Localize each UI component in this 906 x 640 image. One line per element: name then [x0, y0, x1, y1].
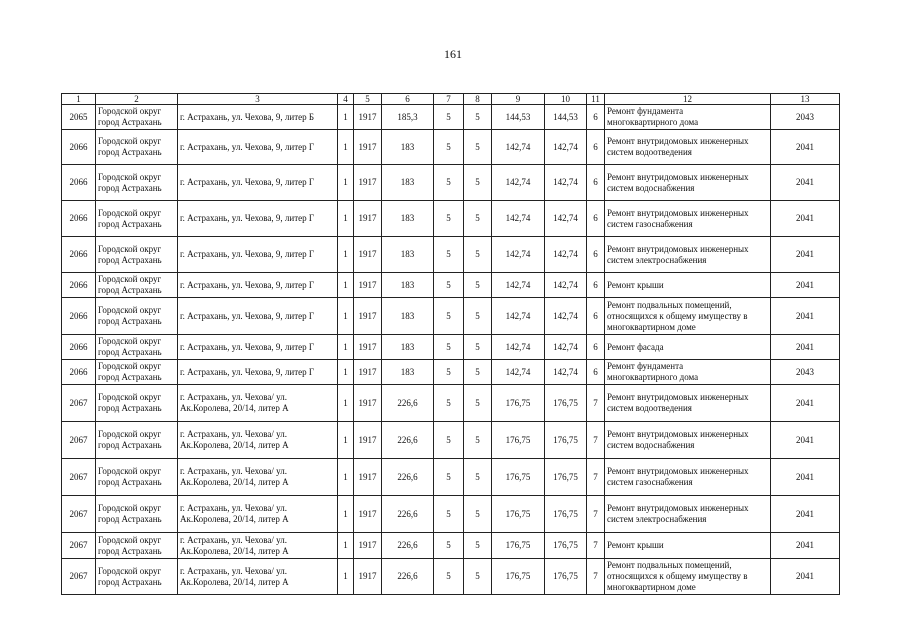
cell-planned-year: 2041	[771, 201, 840, 237]
cell-col7: 5	[434, 165, 464, 201]
column-header: 3	[178, 94, 338, 105]
cell-col11: 6	[587, 165, 605, 201]
cell-work-type: Ремонт внутридомовых инженерных систем водоотведения	[605, 130, 771, 165]
cell-col11: 7	[587, 459, 605, 496]
cell-col11: 7	[587, 496, 605, 533]
cell-col10: 142,74	[545, 237, 587, 273]
cell-municipality: Городской округ город Астрахань	[96, 237, 178, 273]
cell-col10: 142,74	[545, 360, 587, 385]
cell-col9: 176,75	[492, 459, 545, 496]
column-header: 7	[434, 94, 464, 105]
cell-work-type: Ремонт подвальных помещений, относящихся к общему имуществу в многоквартирном доме	[605, 298, 771, 335]
cell-total-area: 183	[382, 298, 434, 335]
cell-col8: 5	[464, 533, 492, 559]
page-number: 161	[444, 47, 462, 61]
table-row	[62, 237, 840, 273]
cell-municipality: Городской округ город Астрахань	[96, 105, 178, 130]
cell-col8: 5	[464, 385, 492, 422]
cell-col8: 5	[464, 335, 492, 360]
cell-col10: 176,75	[545, 422, 587, 459]
cell-col7: 5	[434, 130, 464, 165]
cell-col8: 5	[464, 360, 492, 385]
table-row	[62, 559, 840, 595]
cell-year-built: 1917	[354, 559, 382, 595]
cell-address: г. Астрахань, ул. Чехова, 9, литер Г	[178, 237, 338, 273]
cell-col10: 142,74	[545, 273, 587, 298]
cell-total-area: 183	[382, 237, 434, 273]
cell-address: г. Астрахань, ул. Чехова/ ул. Ак.Королева, 20/14, литер А	[178, 459, 338, 496]
cell-record-number: 2067	[62, 559, 96, 595]
cell-total-area: 183	[382, 360, 434, 385]
cell-col11: 6	[587, 237, 605, 273]
cell-municipality: Городской округ город Астрахань	[96, 533, 178, 559]
cell-address: г. Астрахань, ул. Чехова, 9, литер Г	[178, 273, 338, 298]
cell-col11: 6	[587, 273, 605, 298]
cell-year-built: 1917	[354, 237, 382, 273]
cell-work-type: Ремонт внутридомовых инженерных систем электроснабжения	[605, 237, 771, 273]
column-header: 12	[605, 94, 771, 105]
cell-municipality: Городской округ город Астрахань	[96, 201, 178, 237]
cell-col7: 5	[434, 237, 464, 273]
cell-municipality: Городской округ город Астрахань	[96, 360, 178, 385]
cell-municipality: Городской округ город Астрахань	[96, 335, 178, 360]
cell-col11: 6	[587, 201, 605, 237]
column-header: 1	[62, 94, 96, 105]
cell-col4: 1	[338, 335, 354, 360]
cell-record-number: 2067	[62, 459, 96, 496]
cell-record-number: 2066	[62, 130, 96, 165]
cell-col7: 5	[434, 459, 464, 496]
cell-col4: 1	[338, 385, 354, 422]
cell-col8: 5	[464, 165, 492, 201]
cell-col8: 5	[464, 201, 492, 237]
cell-record-number: 2067	[62, 496, 96, 533]
cell-municipality: Городской округ город Астрахань	[96, 298, 178, 335]
cell-col8: 5	[464, 273, 492, 298]
table-body	[62, 105, 840, 595]
cell-col8: 5	[464, 298, 492, 335]
cell-planned-year: 2041	[771, 496, 840, 533]
cell-planned-year: 2043	[771, 105, 840, 130]
cell-col4: 1	[338, 237, 354, 273]
cell-record-number: 2066	[62, 165, 96, 201]
cell-municipality: Городской округ город Астрахань	[96, 496, 178, 533]
cell-planned-year: 2041	[771, 385, 840, 422]
cell-year-built: 1917	[354, 422, 382, 459]
cell-record-number: 2066	[62, 237, 96, 273]
cell-col11: 6	[587, 360, 605, 385]
cell-work-type: Ремонт фундамента многоквартирного дома	[605, 105, 771, 130]
cell-record-number: 2067	[62, 385, 96, 422]
cell-work-type: Ремонт крыши	[605, 533, 771, 559]
cell-work-type: Ремонт внутридомовых инженерных систем газоснабжения	[605, 459, 771, 496]
column-header: 13	[771, 94, 840, 105]
column-header: 9	[492, 94, 545, 105]
cell-planned-year: 2041	[771, 298, 840, 335]
cell-col4: 1	[338, 533, 354, 559]
cell-work-type: Ремонт внутридомовых инженерных систем газоснабжения	[605, 201, 771, 237]
cell-col10: 142,74	[545, 335, 587, 360]
table-row	[62, 165, 840, 201]
cell-col7: 5	[434, 105, 464, 130]
cell-col7: 5	[434, 201, 464, 237]
cell-col9: 142,74	[492, 130, 545, 165]
cell-col7: 5	[434, 559, 464, 595]
column-header: 2	[96, 94, 178, 105]
cell-planned-year: 2041	[771, 459, 840, 496]
cell-year-built: 1917	[354, 496, 382, 533]
cell-col10: 142,74	[545, 130, 587, 165]
cell-planned-year: 2041	[771, 237, 840, 273]
cell-year-built: 1917	[354, 385, 382, 422]
cell-municipality: Городской округ город Астрахань	[96, 559, 178, 595]
cell-col10: 142,74	[545, 298, 587, 335]
cell-planned-year: 2041	[771, 559, 840, 595]
cell-col10: 176,75	[545, 385, 587, 422]
cell-col7: 5	[434, 422, 464, 459]
cell-record-number: 2067	[62, 533, 96, 559]
cell-municipality: Городской округ город Астрахань	[96, 422, 178, 459]
table-row	[62, 335, 840, 360]
cell-record-number: 2067	[62, 422, 96, 459]
cell-col4: 1	[338, 422, 354, 459]
cell-col4: 1	[338, 496, 354, 533]
cell-address: г. Астрахань, ул. Чехова, 9, литер Б	[178, 105, 338, 130]
cell-address: г. Астрахань, ул. Чехова, 9, литер Г	[178, 335, 338, 360]
cell-col11: 6	[587, 105, 605, 130]
cell-col9: 142,74	[492, 298, 545, 335]
cell-col9: 176,75	[492, 496, 545, 533]
cell-col4: 1	[338, 130, 354, 165]
cell-col10: 176,75	[545, 459, 587, 496]
cell-col7: 5	[434, 496, 464, 533]
cell-work-type: Ремонт фасада	[605, 335, 771, 360]
column-header: 11	[587, 94, 605, 105]
cell-col7: 5	[434, 533, 464, 559]
cell-col7: 5	[434, 273, 464, 298]
cell-col11: 7	[587, 533, 605, 559]
table-row	[62, 496, 840, 533]
cell-planned-year: 2041	[771, 273, 840, 298]
cell-year-built: 1917	[354, 459, 382, 496]
cell-col8: 5	[464, 130, 492, 165]
cell-col4: 1	[338, 165, 354, 201]
cell-col7: 5	[434, 360, 464, 385]
cell-total-area: 226,6	[382, 559, 434, 595]
cell-planned-year: 2041	[771, 335, 840, 360]
cell-address: г. Астрахань, ул. Чехова/ ул. Ак.Королева, 20/14, литер А	[178, 385, 338, 422]
cell-col4: 1	[338, 273, 354, 298]
cell-year-built: 1917	[354, 533, 382, 559]
cell-col9: 176,75	[492, 533, 545, 559]
cell-col9: 142,74	[492, 335, 545, 360]
cell-total-area: 226,6	[382, 533, 434, 559]
cell-col4: 1	[338, 105, 354, 130]
cell-work-type: Ремонт внутридомовых инженерных систем водоснабжения	[605, 165, 771, 201]
cell-record-number: 2066	[62, 273, 96, 298]
cell-col4: 1	[338, 459, 354, 496]
cell-address: г. Астрахань, ул. Чехова, 9, литер Г	[178, 201, 338, 237]
cell-year-built: 1917	[354, 201, 382, 237]
cell-year-built: 1917	[354, 360, 382, 385]
cell-col8: 5	[464, 496, 492, 533]
cell-col10: 176,75	[545, 496, 587, 533]
cell-col11: 7	[587, 385, 605, 422]
cell-record-number: 2065	[62, 105, 96, 130]
table-row	[62, 105, 840, 130]
cell-year-built: 1917	[354, 335, 382, 360]
cell-total-area: 183	[382, 201, 434, 237]
cell-municipality: Городской округ город Астрахань	[96, 130, 178, 165]
cell-work-type: Ремонт подвальных помещений, относящихся к общему имуществу в многоквартирном доме	[605, 559, 771, 595]
cell-col8: 5	[464, 559, 492, 595]
cell-total-area: 226,6	[382, 496, 434, 533]
cell-work-type: Ремонт фундамента многоквартирного дома	[605, 360, 771, 385]
cell-col10: 176,75	[545, 559, 587, 595]
cell-address: г. Астрахань, ул. Чехова, 9, литер Г	[178, 360, 338, 385]
cell-col11: 6	[587, 130, 605, 165]
table-row	[62, 385, 840, 422]
cell-col4: 1	[338, 559, 354, 595]
cell-work-type: Ремонт внутридомовых инженерных систем водоснабжения	[605, 422, 771, 459]
cell-col7: 5	[434, 298, 464, 335]
cell-col7: 5	[434, 335, 464, 360]
cell-work-type: Ремонт крыши	[605, 273, 771, 298]
cell-record-number: 2066	[62, 201, 96, 237]
cell-year-built: 1917	[354, 130, 382, 165]
column-header: 8	[464, 94, 492, 105]
cell-col8: 5	[464, 237, 492, 273]
cell-address: г. Астрахань, ул. Чехова, 9, литер Г	[178, 298, 338, 335]
column-header: 4	[338, 94, 354, 105]
table-row	[62, 273, 840, 298]
cell-col9: 144,53	[492, 105, 545, 130]
table-row	[62, 360, 840, 385]
cell-total-area: 183	[382, 165, 434, 201]
cell-col4: 1	[338, 298, 354, 335]
cell-col11: 7	[587, 422, 605, 459]
table-row	[62, 459, 840, 496]
column-number-row	[62, 94, 840, 105]
cell-col9: 176,75	[492, 559, 545, 595]
cell-address: г. Астрахань, ул. Чехова/ ул. Ак.Королева, 20/14, литер А	[178, 496, 338, 533]
cell-col8: 5	[464, 459, 492, 496]
cell-total-area: 226,6	[382, 459, 434, 496]
cell-work-type: Ремонт внутридомовых инженерных систем электроснабжения	[605, 496, 771, 533]
column-header: 10	[545, 94, 587, 105]
table-row	[62, 533, 840, 559]
cell-col9: 176,75	[492, 385, 545, 422]
cell-municipality: Городской округ город Астрахань	[96, 385, 178, 422]
cell-work-type: Ремонт внутридомовых инженерных систем водоотведения	[605, 385, 771, 422]
cell-col10: 142,74	[545, 165, 587, 201]
cell-municipality: Городской округ город Астрахань	[96, 273, 178, 298]
table-row	[62, 130, 840, 165]
cell-municipality: Городской округ город Астрахань	[96, 459, 178, 496]
cell-col11: 6	[587, 298, 605, 335]
cell-planned-year: 2041	[771, 130, 840, 165]
cell-planned-year: 2041	[771, 165, 840, 201]
cell-col9: 142,74	[492, 165, 545, 201]
cell-planned-year: 2041	[771, 533, 840, 559]
cell-total-area: 185,3	[382, 105, 434, 130]
cell-year-built: 1917	[354, 298, 382, 335]
cell-total-area: 183	[382, 335, 434, 360]
cell-record-number: 2066	[62, 360, 96, 385]
cell-col10: 142,74	[545, 201, 587, 237]
cell-address: г. Астрахань, ул. Чехова/ ул. Ак.Королева, 20/14, литер А	[178, 422, 338, 459]
cell-col8: 5	[464, 105, 492, 130]
cell-planned-year: 2043	[771, 360, 840, 385]
cell-address: г. Астрахань, ул. Чехова, 9, литер Г	[178, 130, 338, 165]
cell-total-area: 226,6	[382, 422, 434, 459]
cell-col11: 6	[587, 335, 605, 360]
cell-col7: 5	[434, 385, 464, 422]
cell-col4: 1	[338, 201, 354, 237]
cell-year-built: 1917	[354, 273, 382, 298]
table-row	[62, 201, 840, 237]
cell-col4: 1	[338, 360, 354, 385]
cell-col8: 5	[464, 422, 492, 459]
cell-record-number: 2066	[62, 335, 96, 360]
cell-total-area: 183	[382, 130, 434, 165]
column-header: 5	[354, 94, 382, 105]
cell-col10: 144,53	[545, 105, 587, 130]
cell-col9: 142,74	[492, 360, 545, 385]
cell-planned-year: 2041	[771, 422, 840, 459]
cell-address: г. Астрахань, ул. Чехова/ ул. Ак.Королева, 20/14, литер А	[178, 533, 338, 559]
cell-col9: 142,74	[492, 237, 545, 273]
table-row	[62, 298, 840, 335]
cell-year-built: 1917	[354, 105, 382, 130]
cell-address: г. Астрахань, ул. Чехова/ ул. Ак.Королева, 20/14, литер А	[178, 559, 338, 595]
cell-address: г. Астрахань, ул. Чехова, 9, литер Г	[178, 165, 338, 201]
cell-record-number: 2066	[62, 298, 96, 335]
cell-year-built: 1917	[354, 165, 382, 201]
cell-col9: 176,75	[492, 422, 545, 459]
column-header: 6	[382, 94, 434, 105]
capital-repair-table	[61, 93, 840, 595]
cell-total-area: 226,6	[382, 385, 434, 422]
cell-col9: 142,74	[492, 273, 545, 298]
cell-col11: 7	[587, 559, 605, 595]
cell-municipality: Городской округ город Астрахань	[96, 165, 178, 201]
cell-col9: 142,74	[492, 201, 545, 237]
table-row	[62, 422, 840, 459]
cell-total-area: 183	[382, 273, 434, 298]
cell-col10: 176,75	[545, 533, 587, 559]
